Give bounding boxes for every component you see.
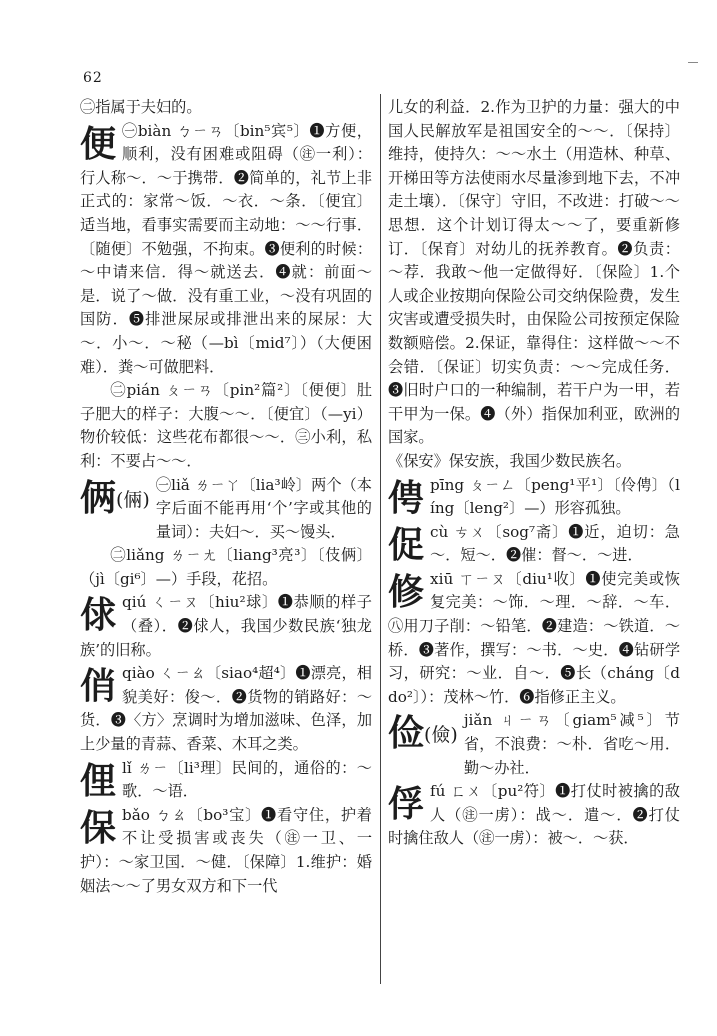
dictionary-entry [388,709,680,780]
column-divider [380,94,381,984]
headword: 保 [80,806,117,849]
entry-definition: qiú ㄑㄧㄡ〔hiu²球〕❶恭顺的样子（叠）．❷俅人，我国少数民族‘独龙族’的旧称。 [80,593,372,659]
traditional-form: (倆) [116,488,150,511]
headword: 促 [388,523,425,566]
text-paragraph: ㊁liǎng ㄌㄧㄤ〔liang³亮³〕〔伎俩〕（jì〔gi⁶〕—）手段，花招。 [80,546,372,588]
headword: 俅 [80,594,117,637]
headword: 俚 [80,759,117,802]
dictionary-entry [80,120,372,380]
entry-definition: bǎo ㄅㄠ〔bo³宝〕❶看守住，护着不让受损害或丧失（㊟一卫、一护）：～家卫国．～健．〔保障〕1.维护：婚姻法～～了男女双方和下一代 [80,805,372,895]
dictionary-entry [388,474,680,521]
headword: 便 [80,122,117,165]
entry-definition: pīng ㄆㄧㄥ〔peng¹平¹〕〔伶俜〕（líng〔leng²〕—）形容孤独。 [430,475,680,518]
page-number: 62 [83,70,103,86]
dictionary-entry [80,757,372,804]
headword: 俏 [80,665,117,708]
entry-definition: qiào ㄑㄧㄠ〔siao⁴超⁴〕❶漂亮，相貌美好：俊～．❷货物的销路好：～货．❸〈方〉烹调时为增加滋味、色泽，加上少量的青蒜、香菜、木耳之类。 [80,664,372,754]
dictionary-entry [80,804,372,898]
right-column [388,96,680,851]
entry-definition: xiū ㄒㄧㄡ〔diu¹收〕❶使完美或恢复完美：～饰．～理．～辞．～车．㊇用刀子削：～铅笔．❷建造：～铁道．～桥．❸著作，撰写：～书．～史．❹钻研学习，研究：～业．自～．❺长（cháng〔ddo²〕）：茂林～竹．❻指修正主义。 [388,569,680,706]
text-paragraph: 儿女的利益．2.作为卫护的力量：强大的中国人民解放军是祖国安全的～～．〔保持〕维持，使持久：～～水土（用造林、种草、开梯田等方法使雨水尽量渗到地下去，不冲走土壤）．〔保守〕守旧，不改进：打破～～思想．这个计划订得太～～了，要重新修订．〔保育〕对幼儿的抚养教育。❷负责：～荐．我敢～他一定做得好．〔保险〕1.个人或企业按期向保险公司交纳保险费，发生灾害或遭受损失时，由保险公司按预定保险数额赔偿。2.保证，靠得住：这样做～～不会错．〔保证〕切实负责：～～完成任务．❸旧时户口的一种编制，若干户为一甲，若干甲为一保。❹（外）指保加利亚，欧洲的国家。 [388,98,680,447]
entry-definition: lǐ ㄌㄧ〔li³理〕民间的，通俗的：～歌．～语． [122,758,372,801]
headword: 修 [388,570,425,613]
traditional-form: (儉) [424,724,458,747]
headword: 俜 [388,476,425,519]
left-column [80,96,372,898]
text-paragraph: 《保安》保安族，我国少数民族名。 [388,451,631,470]
margin-mark [688,62,698,63]
headword: 俘 [388,783,425,826]
entry-definition: ㊀biàn ㄅㄧㄢ〔bin⁵宾⁵〕❶方便，顺利，没有困难或阻碍（㊟一利）：行人称～．～于携带．❷简单的，礼节上非正式的：家常～饭．～衣．～条．〔便宜〕适当地，看事实需要而主动地：～～行事．〔随便〕不勉强，不拘束。❸便利的时候：～中请来信．得～就送去．❹就：前面～是．说了～做．没有重工业，～没有巩固的国防．❺排泄屎尿或排泄出来的屎尿：大～．小～．～秘（—bì〔mid⁷〕）（大便困难）．粪～可做肥料． [80,121,372,376]
text-paragraph: ㊁指属于夫妇的。 [80,98,202,116]
entry-definition: jiǎn ㄐㄧㄢ〔giam⁵减⁵〕节省，不浪费：～朴．省吃～用．勤～办社． [463,711,680,777]
entry-definition: fú ㄈㄨ〔pu²符〕❶打仗时被擒的敌人（㊟一虏）：战～．遣～．❷打仗时擒住敌人（㊟一虏）：被～．～获． [388,782,680,848]
headword: 俭(儉) [388,712,458,755]
dictionary-entry [80,474,372,545]
entry-definition: cù ㄘㄨ〔sog⁷斋〕❶近，迫切：急～．短～．❷催：督～．～进． [430,522,680,565]
dictionary-entry [388,521,680,568]
headword: 俩(倆) [80,476,150,519]
dictionary-entry [80,591,372,662]
dictionary-entry [80,662,372,756]
text-paragraph: ㊁pián ㄆㄧㄢ〔pin²篇²〕〔便便〕肚子肥大的样子：大腹～～．〔便宜〕（—yi）物价较低：这些花布都很～～．㊂小利，私利：不要占～～． [80,381,372,470]
entry-definition: ㊀liǎ ㄌㄧㄚ〔lia³岭〕两个（本字后面不能再用‘个’字或其他的量词）：夫妇～．买～馒头． [155,475,372,541]
dictionary-entry [388,780,680,851]
dictionary-entry [388,568,680,710]
